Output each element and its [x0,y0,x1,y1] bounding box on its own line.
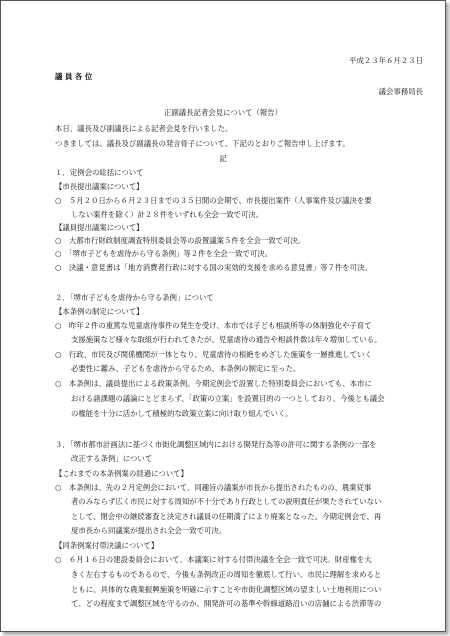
paragraph-line: 支援施策など様々な取組が行われてきたが、児童虐待の通告や相談件数は年々増加している。 [71,335,382,344]
paragraph-line: ○ ６月１６日の建設委員会において、本議案に対する付帯決議を全会一致で可決。財産権を大 [55,555,372,564]
section-heading: １．定例会の総括について [55,168,144,177]
paragraph-line: ○ 本条例は、議員提出による政策条例。今期定例会で設置した特別委員会においても、本市に [55,379,372,388]
subsection-heading: 【本条例の制定について】 [55,307,144,316]
section-heading: ２．「堺市子どもを虐待から守る条例」について [55,293,214,302]
list-item: ○ 大都市行財政制度調査特別委員会等の設置議案５件を全会一致で可決。 [55,236,306,245]
paragraph-line: 必要性に鑑み、子どもを虐待から守るため、本条例の制定に至った。 [71,364,301,373]
sender: 議会事務局長 [378,87,423,96]
subsection-heading: 【議員提出議案について】 [55,223,144,232]
intro-line: つきましては、議長及び副議長の発言骨子について、下記のとおりご報告申し上げます。 [55,139,350,148]
paragraph-line: ともに、具体的な農業振興施策を明確に示すことや市街化調整区域の望ましい土地利用につい [71,585,382,594]
list-item: ○ 「堺市子どもを虐待から守る条例」等２件を全会一致で可決。 [55,249,273,258]
paragraph-line: の権能を十分に活かして積極的な政策立案に向け取り組んでいく。 [71,409,293,418]
paragraph-line: ○ 昨年２件の重篤な児童虐待事件の発生を受け、本市では子ども相談所等の体制強化や子育て [55,321,372,330]
section-heading: 改正する条例」について [71,454,153,463]
paragraph-line: て、どの程度まで調整区域を守るのか、開発許可の基準や幹線道路沿いの店舗による渋滞等の [71,599,382,608]
paragraph-line: ○ 行政、市民及び関係機関が一体となり、児童虐待の根絶をめざした施策を一層推進していく [55,350,372,359]
paragraph-line: きく左右するものであるので、今後も条例改正の周知を徹底して行い、市民に理解を求めると [71,570,382,579]
paragraph-line: しない案件を除く）計２８件をいずれも全会一致で可決。 [71,210,264,219]
intro-line: 本日、議長及び副議長による記者会見を行いました。 [55,124,233,133]
list-item: ○ 決議・意見書は「地方消費者行政に対する国の実効的支援を求める意見書」等７件を可決。 [55,263,372,272]
document-date: 平成２３年６月２３日 [349,56,423,65]
section-heading: ３．「堺市都市計画法に基づく市街化調整区域内における開発行為等の許可に関する条例の一部を [55,440,377,449]
subsection-heading: 【これまでの本条例案の経過について】 [55,469,188,478]
paragraph-line: ○ ５月２０日から６月２３日までの３５日間の会期で、市長提出案件（人事案件及び議決を要 [55,196,372,205]
paragraph-line: ○ 本条例は、先の２月定例会において、同趣旨の議案が市長から提出されたものの、農業従事 [55,483,372,492]
paragraph-line: として、閉会中の継続審査と決定され議員の任期満了により廃案となった。今期定例会で、再 [71,512,382,521]
paragraph-line: 度市長から同議案が提出され全会一致で可決。 [71,526,227,535]
paragraph-line: おける諸課題の議論にとどまらず、「政策の立案」を設置目的の一つとしており、今後とも議会 [71,394,385,403]
paragraph-line: 者のみならず広く市民に対する周知が不十分であり行政としての説明責任が果たされていない [71,497,382,506]
document-title: 正副議長記者会見について（報告） [163,108,283,117]
addressee: 議 員 各 位 [55,72,93,81]
ki-mark: 記 [219,154,227,163]
subsection-heading: 【同条例案付帯決議について】 [55,541,159,550]
subsection-heading: 【市長提出議案について】 [55,182,144,191]
